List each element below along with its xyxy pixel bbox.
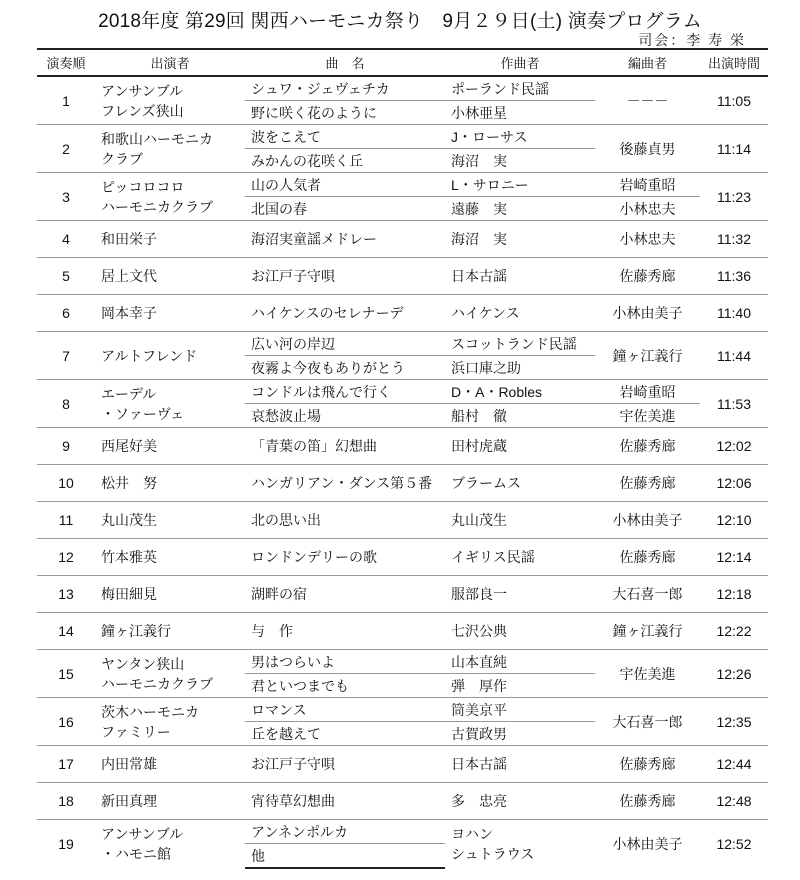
table-row [37,380,768,404]
composer: 多 忠亮 [445,783,595,820]
performer: アルトフレンド [95,332,245,380]
performance-order: 10 [37,465,95,502]
performance-time: 11:23 [700,173,768,221]
song-title: 「青葉の笛」幻想曲 [245,428,445,465]
arranger: 大石喜一郎 [595,576,700,613]
performance-time: 11:14 [700,125,768,173]
arranger: 小林由美子 [595,295,700,332]
table-row [37,295,768,332]
song-title: 他 [245,844,445,869]
table-row [37,76,768,101]
table-row [37,698,768,722]
composer: 船村 徹 [451,407,507,424]
arranger: 岩崎重昭 [595,173,700,197]
performance-order: 13 [37,576,95,613]
composer: ポーランド民謡 [445,76,595,101]
performer: 鐘ヶ江義行 [95,613,245,650]
song-title: 男はつらいよ [245,650,445,674]
arranger: 小林忠夫 [619,200,676,217]
table-row [37,258,768,295]
table-row [37,576,768,613]
arranger: 大石喜一郎 [595,698,700,746]
arranger: 佐藤秀廊 [595,746,700,783]
performance-time: 12:10 [700,502,768,539]
song-title: ハンガリアン・ダンス第５番 [245,465,445,502]
performance-time: 12:35 [700,698,768,746]
table-row [37,125,768,149]
composer: J・ローサス [445,125,595,149]
composer: 筒美京平 [445,698,595,722]
performer: 居上文代 [95,258,245,295]
performance-order: 15 [37,650,95,698]
program-table [37,48,768,869]
composer: ヨハン シュトラウス [445,820,595,869]
arranger: 佐藤秀廊 [595,428,700,465]
performance-time: 11:44 [700,332,768,380]
song-title: 湖畔の宿 [245,576,445,613]
performance-order: 14 [37,613,95,650]
song-title: 与 作 [245,613,445,650]
performer: 丸山茂生 [95,502,245,539]
composer: 日本古謡 [445,746,595,783]
col-header-order: 演奏順 [37,49,95,76]
performance-order: 1 [37,76,95,125]
performance-time: 12:22 [700,613,768,650]
performance-time: 11:40 [700,295,768,332]
col-header-arranger: 編曲者 [595,49,700,76]
composer: 弾 厚作 [451,677,507,694]
performer: 梅田細見 [95,576,245,613]
table-row [37,332,768,356]
page-title: 2018年度 第29回 関西ハーモニカ祭り 9月２９日(土) 演奏プログラム [98,11,702,32]
performer: 岡本幸子 [95,295,245,332]
song-title: お江戸子守唄 [245,746,445,783]
col-header-performer: 出演者 [95,49,245,76]
performance-time: 12:06 [700,465,768,502]
arranger: 鐘ヶ江義行 [595,332,700,380]
composer: 七沢公典 [445,613,595,650]
composer: 田村虎蔵 [445,428,595,465]
table-row [37,428,768,465]
performance-order: 11 [37,502,95,539]
performance-time: 11:32 [700,221,768,258]
arranger: 佐藤秀廊 [595,258,700,295]
song-title: 広い河の岸辺 [245,332,445,356]
song-title: 北国の春 [251,200,307,217]
arranger: 佐藤秀廊 [595,783,700,820]
performance-order: 16 [37,698,95,746]
composer: 服部良一 [445,576,595,613]
song-title: アンネンポルカ [245,820,445,844]
arranger: 小林忠夫 [595,221,700,258]
performance-time: 12:14 [700,539,768,576]
performance-time: 11:36 [700,258,768,295]
arranger: 小林由美子 [595,502,700,539]
composer: 小林亜星 [451,104,507,121]
arranger: 宇佐美進 [619,407,676,424]
song-title: 北の思い出 [245,502,445,539]
table-row [37,820,768,844]
table-row [37,539,768,576]
performance-time: 12:44 [700,746,768,783]
song-title: 君といつまでも [251,677,349,694]
performance-order: 12 [37,539,95,576]
performer: 松井 努 [95,465,245,502]
performer: アンサンブル ・ハモニ館 [95,820,245,869]
table-row [37,173,768,197]
performance-order: 6 [37,295,95,332]
song-title: お江戸子守唄 [245,258,445,295]
performance-order: 2 [37,125,95,173]
song-title: ロマンス [245,698,445,722]
performer: 和歌山ハーモニカ クラブ [95,125,245,173]
performance-time: 11:05 [700,76,768,125]
song-title: みかんの花咲く丘 [251,152,363,169]
performance-time: 11:53 [700,380,768,428]
composer: ハイケンス [445,295,595,332]
arranger: 鐘ヶ江義行 [595,613,700,650]
composer: 日本古謡 [445,258,595,295]
song-title: 丘を越えて [251,725,321,742]
composer: スコットランド民謡 [445,332,595,356]
col-header-time: 出演時間 [700,49,768,76]
arranger: 小林由美子 [595,820,700,869]
song-title: 山の人気者 [245,173,445,197]
performance-order: 17 [37,746,95,783]
performer: 茨木ハーモニカ ファミリー [95,698,245,746]
composer: 遠藤 実 [451,200,507,217]
song-title: コンドルは飛んで行く [245,380,445,404]
arranger: 宇佐美進 [595,650,700,698]
performance-time: 12:52 [700,820,768,869]
performance-time: 12:48 [700,783,768,820]
performer: 新田真理 [95,783,245,820]
table-header [37,49,768,76]
song-title: ロンドンデリーの歌 [245,539,445,576]
song-title: 夜霧よ今夜もありがとう [251,359,405,376]
performance-time: 12:18 [700,576,768,613]
table-row [37,613,768,650]
arranger: 岩崎重昭 [595,380,700,404]
performance-order: 18 [37,783,95,820]
performer: 和田栄子 [95,221,245,258]
table-row [37,650,768,674]
arranger: 後藤貞男 [595,125,700,173]
col-header-title: 曲 名 [245,49,445,76]
arranger: －－－ [595,76,700,125]
performance-order: 7 [37,332,95,380]
table-row [37,502,768,539]
performer: エーデル ・ソァーヴェ [95,380,245,428]
col-header-composer: 作曲者 [445,49,595,76]
composer: D・A・Robles [445,380,595,404]
composer: 海沼 実 [451,152,507,169]
song-title: 野に咲く花のように [251,104,377,121]
performance-order: 19 [37,820,95,869]
song-title: シュワ・ジェヴェチカ [245,76,445,101]
mc-credit: 司会：李 寿 栄 [638,32,746,48]
performance-time: 12:02 [700,428,768,465]
song-title: ハイケンスのセレナーデ [245,295,445,332]
song-title: 波をこえて [245,125,445,149]
table-row [37,465,768,502]
performer: 西尾好美 [95,428,245,465]
arranger: 佐藤秀廊 [595,539,700,576]
table-row [37,221,768,258]
composer: 浜口庫之助 [451,359,521,376]
performance-order: 4 [37,221,95,258]
performer: ピッコロコロ ハーモニカクラブ [95,173,245,221]
song-title: 宵待草幻想曲 [245,783,445,820]
performance-order: 5 [37,258,95,295]
composer: 山本直純 [445,650,595,674]
composer: 海沼 実 [445,221,595,258]
arranger: 佐藤秀廊 [595,465,700,502]
performance-order: 9 [37,428,95,465]
performance-order: 3 [37,173,95,221]
composer: 古賀政男 [451,725,507,742]
table-row [37,783,768,820]
performer: 内田常雄 [95,746,245,783]
performer: 竹本雅英 [95,539,245,576]
song-title: 海沼実童謡メドレー [245,221,445,258]
performer: アンサンブル フレンズ狭山 [95,76,245,125]
performer: ヤンタン狭山 ハーモニカクラブ [95,650,245,698]
table-row [37,746,768,783]
song-title: 哀愁波止場 [251,407,321,424]
composer: L・サロニー [445,173,595,197]
performance-order: 8 [37,380,95,428]
composer: ブラームス [445,465,595,502]
composer: イギリス民謡 [445,539,595,576]
performance-time: 12:26 [700,650,768,698]
composer: 丸山茂生 [445,502,595,539]
